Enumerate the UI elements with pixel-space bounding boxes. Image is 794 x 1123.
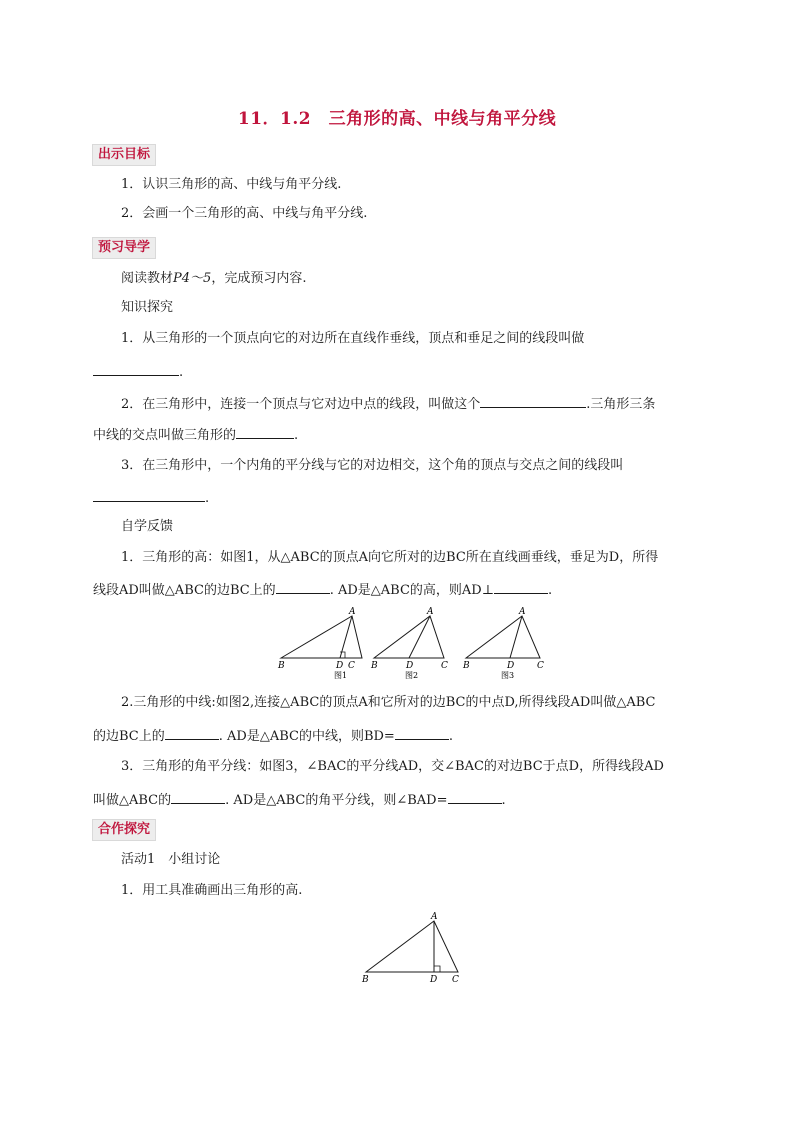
answer-blank-f1b[interactable] — [494, 580, 548, 594]
altitude-figure-right-angle-mark — [434, 966, 440, 972]
svg-text:D: D — [507, 661, 515, 671]
feedback-item-3-line1: 3．三角形的角平分线：如图3，∠BAC的平分线AD，交∠BAC的对边BC于点D，所得线段AD — [121, 759, 664, 774]
feedback-item-1-line2: 线段AD叫做△ABC的边BC上的 . AD是△ABC的高，则AD⊥ . — [93, 580, 552, 600]
knowledge-item-1-line2: . — [93, 362, 183, 382]
figure-2-triangle — [374, 616, 444, 658]
answer-blank-f3a[interactable] — [171, 790, 225, 804]
svg-text:C: C — [348, 661, 355, 671]
read-suffix: ，完成预习内容. — [211, 271, 307, 286]
feedback-title: 自学反馈 — [121, 519, 174, 534]
svg-text:D: D — [406, 661, 414, 671]
answer-blank-f2a[interactable] — [165, 726, 219, 740]
figure-3-caption: 图3 — [501, 671, 515, 680]
activity-title: 活动1 小组讨论 — [121, 852, 221, 867]
svg-text:A: A — [431, 912, 438, 922]
feedback-item-1-line1: 1．三角形的高：如图1，从△ABC的顶点A向它所对的边BC所在直线画垂线，垂足为D，所得 — [121, 550, 659, 565]
svg-text:C: C — [452, 975, 459, 985]
figure-3-triangle — [466, 616, 540, 658]
svg-text:B: B — [371, 661, 378, 671]
answer-blank-k1[interactable] — [93, 362, 179, 376]
altitude-figure — [358, 910, 468, 988]
answer-blank-f3b[interactable] — [448, 790, 502, 804]
svg-text:C: C — [441, 661, 448, 671]
answer-blank-k2b[interactable] — [236, 425, 294, 439]
knowledge-item-2-line2: 中线的交点叫做三角形的 . — [93, 425, 298, 445]
altitude-figure-triangle — [366, 921, 458, 972]
reading-instruction — [121, 270, 306, 288]
section-badge-goals: 出示目标 — [92, 144, 156, 166]
figure-3-angle-bisector — [510, 616, 522, 658]
answer-blank-k3[interactable] — [93, 488, 205, 502]
feedback-item-2-line2: 的边BC上的 . AD是△ABC的中线，则BD= . — [93, 726, 453, 746]
svg-text:D: D — [336, 661, 344, 671]
section-badge-preview: 预习导学 — [92, 237, 156, 259]
svg-text:B: B — [463, 661, 470, 671]
knowledge-item-2-line1: 2．在三角形中，连接一个顶点与它对边中点的线段，叫做这个 .三角形三条 — [121, 394, 655, 414]
feedback-item-2-line1: 2.三角形的中线:如图2,连接△ABC的顶点A和它所对的边BC的中点D,所得线段AD叫做△ABC — [121, 695, 656, 710]
svg-text:B: B — [278, 661, 285, 671]
goal-item-2: 2．会画一个三角形的高、中线与角平分线. — [121, 206, 368, 221]
section-badge-coop: 合作探究 — [92, 819, 156, 841]
figure-1 — [277, 607, 362, 680]
svg-text:C: C — [537, 661, 544, 671]
figure-1-caption: 图1 — [334, 671, 348, 680]
knowledge-item-3-line1: 3．在三角形中，一个内角的平分线与它的对边相交，这个角的顶点与交点之间的线段叫 — [121, 458, 624, 473]
svg-text:D: D — [430, 975, 438, 985]
read-page: P4～5 — [173, 271, 212, 286]
figure-2-caption: 图2 — [405, 671, 419, 680]
coop-item-1: 1．用工具准确画出三角形的高. — [121, 883, 303, 898]
figure-2 — [370, 607, 448, 680]
knowledge-title: 知识探究 — [121, 300, 174, 315]
answer-blank-f1a[interactable] — [276, 580, 330, 594]
knowledge-item-1-line1: 1．从三角形的一个顶点向它的对边所在直线作垂线，顶点和垂足之间的线段叫做 — [121, 331, 585, 346]
page-title: 11．1.2 三角形的高、中线与角平分线 — [237, 109, 557, 129]
answer-blank-k2a[interactable] — [480, 394, 586, 408]
svg-text:A: A — [427, 607, 434, 617]
figure-3 — [462, 607, 544, 680]
svg-text:A: A — [519, 607, 526, 617]
figure-2-median — [409, 616, 430, 658]
svg-text:A: A — [349, 607, 356, 617]
svg-text:B: B — [362, 975, 369, 985]
read-prefix: 阅读教材 — [121, 271, 174, 286]
knowledge-item-3-line2: . — [93, 488, 209, 508]
goal-item-1: 1．认识三角形的高、中线与角平分线. — [121, 177, 342, 192]
feedback-item-3-line2: 叫做△ABC的 . AD是△ABC的角平分线，则∠BAD= . — [93, 790, 506, 810]
answer-blank-f2b[interactable] — [395, 726, 449, 740]
triangle-figures — [276, 606, 556, 682]
